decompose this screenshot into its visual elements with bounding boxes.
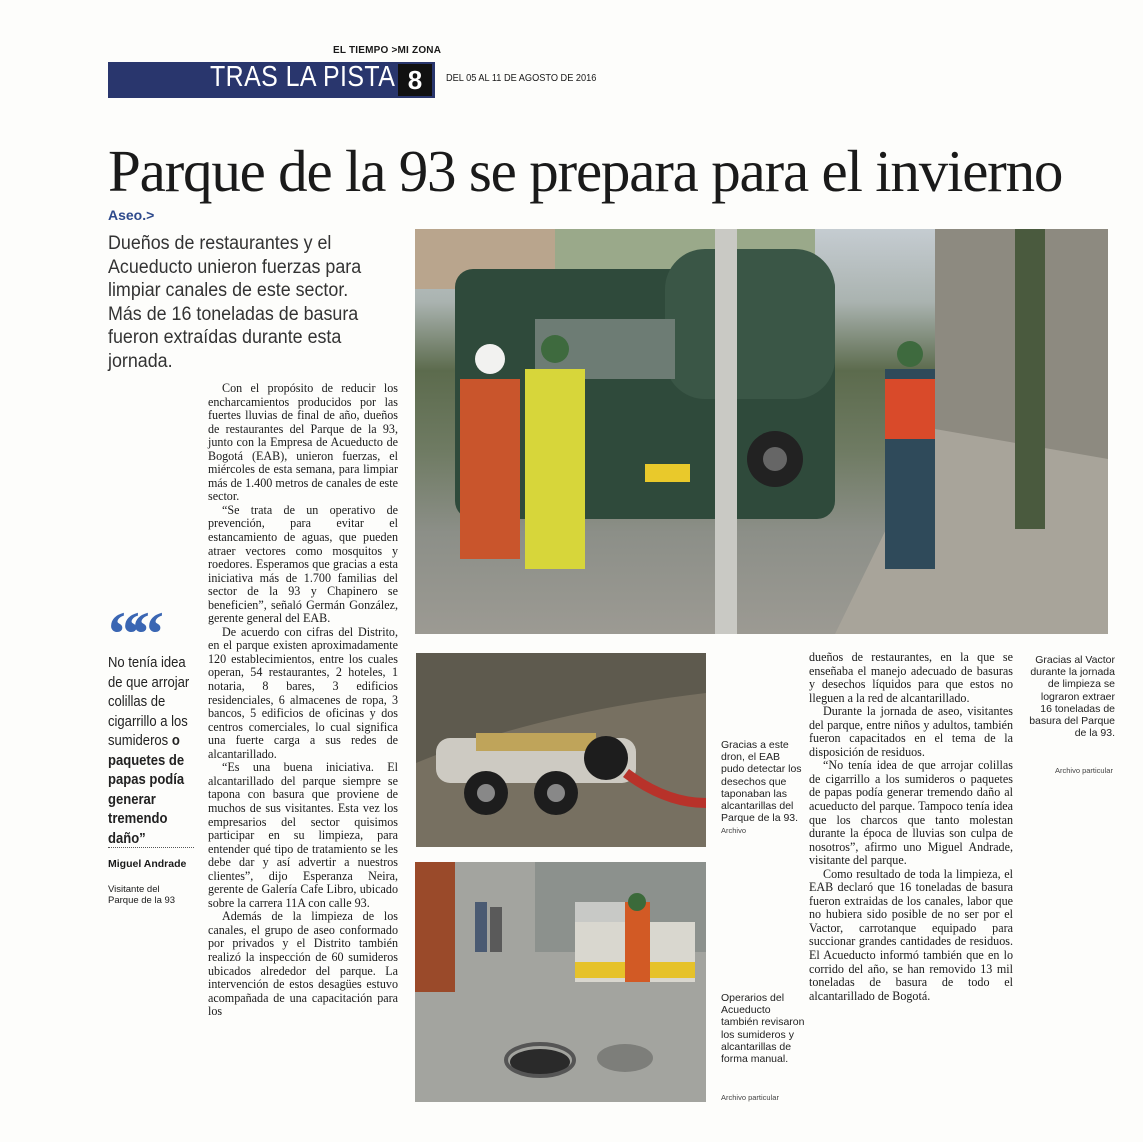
article-column-2	[809, 651, 1013, 1003]
photo-drone	[416, 653, 706, 847]
truck-illustration	[415, 229, 1108, 634]
headline: Parque de la 93 se prepara para el invierno	[108, 138, 1063, 204]
caption-drone: Gracias a este dron, el EAB pudo detectar los desechos que taponaban las alcantarillas del Parque de la 93. Archivo	[721, 739, 802, 836]
photo-credit: Archivo	[721, 826, 747, 836]
quote-text-bold: o paquetes de papas podía generar tremendo daño”	[108, 733, 185, 847]
manhole-illustration	[415, 862, 706, 1102]
paragraph: “Es una buena iniciativa. El alcantarillado del parque siempre se tapona con basura que proviene de muchos de sus visitantes. Esta vez los empresarios del sector quisimos participar en su limpieza, para entender qué tipo de tratamiento se les debe dar y así advertir a nuestros clientes”, dijo Esperanza Neira, gerente de Galería Cafe Libro, ubicado sobre la carrera 11A con calle 93.	[208, 760, 398, 910]
kicker: Aseo.>	[108, 207, 155, 223]
section-tag: EL TIEMPO >MI ZONA	[333, 45, 442, 56]
quote-author: Miguel Andrade	[108, 858, 187, 870]
edition-date: DEL 05 AL 11 DE AGOSTO DE 2016	[446, 73, 597, 84]
paragraph: “No tenía idea de que arrojar colillas de cigarrillo a los sumideros o paquetes de papas podía generar tremendo daño al acueducto del parque. Tampoco tenía idea que los charcos que tanto molestan durante la época de lluvias son culpa de nosotros”, afirmo uno Miguel Andrade, visitante del parque.	[809, 758, 1013, 868]
paragraph: Con el propósito de reducir los encharcamientos producidos por las fuertes lluvias de final de año, dueños de restaurantes del Parque de la 93, junto con la Empresa de Acueducto de Bogotá (EAB), unieron fuerzas, el miércoles de esta semana, para limpiar más de 1.400 metros de canales de este sector.	[208, 381, 398, 504]
drone-illustration	[416, 653, 706, 847]
photo-manual-inspection	[415, 862, 706, 1102]
lead-paragraph: Dueños de restaurantes y el Acueducto unieron fuerzas para limpiar canales de este sector. Más de 16 toneladas de basura fueron extraídas durante esta jornada.	[108, 233, 362, 372]
article-column-1	[208, 382, 398, 1019]
photo-credit: Archivo particular	[1055, 766, 1113, 775]
quote-text-plain: No tenía idea de que arrojar colillas de cigarrillo a los sumideros	[108, 655, 190, 749]
caption-vactor: Gracias al Vactor durante la jornada de limpieza se lograron extraer 16 toneladas de basura del Parque de la 93.	[1029, 654, 1115, 740]
pull-quote	[108, 654, 191, 849]
photo-credit: Archivo particular	[721, 1093, 779, 1102]
paragraph: Como resultado de toda la limpieza, el EAB declaró que 16 toneladas de basura fueron extraidas de los canales, labor que no hubiera sido posible de no ser por el Vactor, carrotanque equipado para succionar grandes cantidades de residuos. El Acueducto informó también que en lo corrido del año, se han removido 13 mil toneladas de basura de todo el alcantarillado de Bogotá.	[809, 866, 1013, 1003]
section-title: TRAS LA PISTA	[210, 61, 396, 93]
quote-divider	[108, 847, 194, 848]
quote-author-role: Visitante del Parque de la 93	[108, 884, 176, 906]
paragraph: dueños de restaurantes, en la que se enseñaba el manejo adecuado de basuras y desechos líquidos para que estos no lleguen a la red de alcantarillado.	[809, 650, 1013, 705]
page-number: 8	[398, 64, 432, 96]
caption-manual-inspection: Operarios del Acueducto también revisaron los sumideros y alcantarillas de forma manual.	[721, 992, 805, 1066]
paragraph: “Se trata de un operativo de prevención, para evitar el estancamiento de aguas, que pueden atraer vectores como mosquitos y roedores. Esperamos que gracias a esta iniciativa más de 1.700 familias del sector de la 93 y Chapinero se beneficien”, señaló Germán González, gerente general del EAB.	[208, 502, 398, 626]
paragraph: Además de la limpieza de los canales, el grupo de aseo conformado por privados y el Distrito también realizó la inspección de 60 sumideros ubicados alrededor del parque. La intervención de estos desagües estuvo acompañada de una capacitación para los	[208, 909, 398, 1019]
paragraph: De acuerdo con cifras del Distrito, en el parque existen aproximadamente 120 establecimientos, entre los cuales operan, 54 restaurantes, 2 hoteles, 1 notaria, 8 bares, 3 edificios residenciales, 6 almacenes de ropa, 3 bancos, 5 edificios de oficinas y dos centros comerciales, lo cual significa una fuerte carga a sus redes de alcantarillado.	[208, 624, 398, 761]
paragraph: Durante la jornada de aseo, visitantes del parque, entre niños y adultos, también fueron capacitados en el tema de la disposición de residuos.	[809, 704, 1013, 759]
photo-vactor-truck	[415, 229, 1108, 634]
quote-mark-icon: ““	[108, 598, 156, 669]
